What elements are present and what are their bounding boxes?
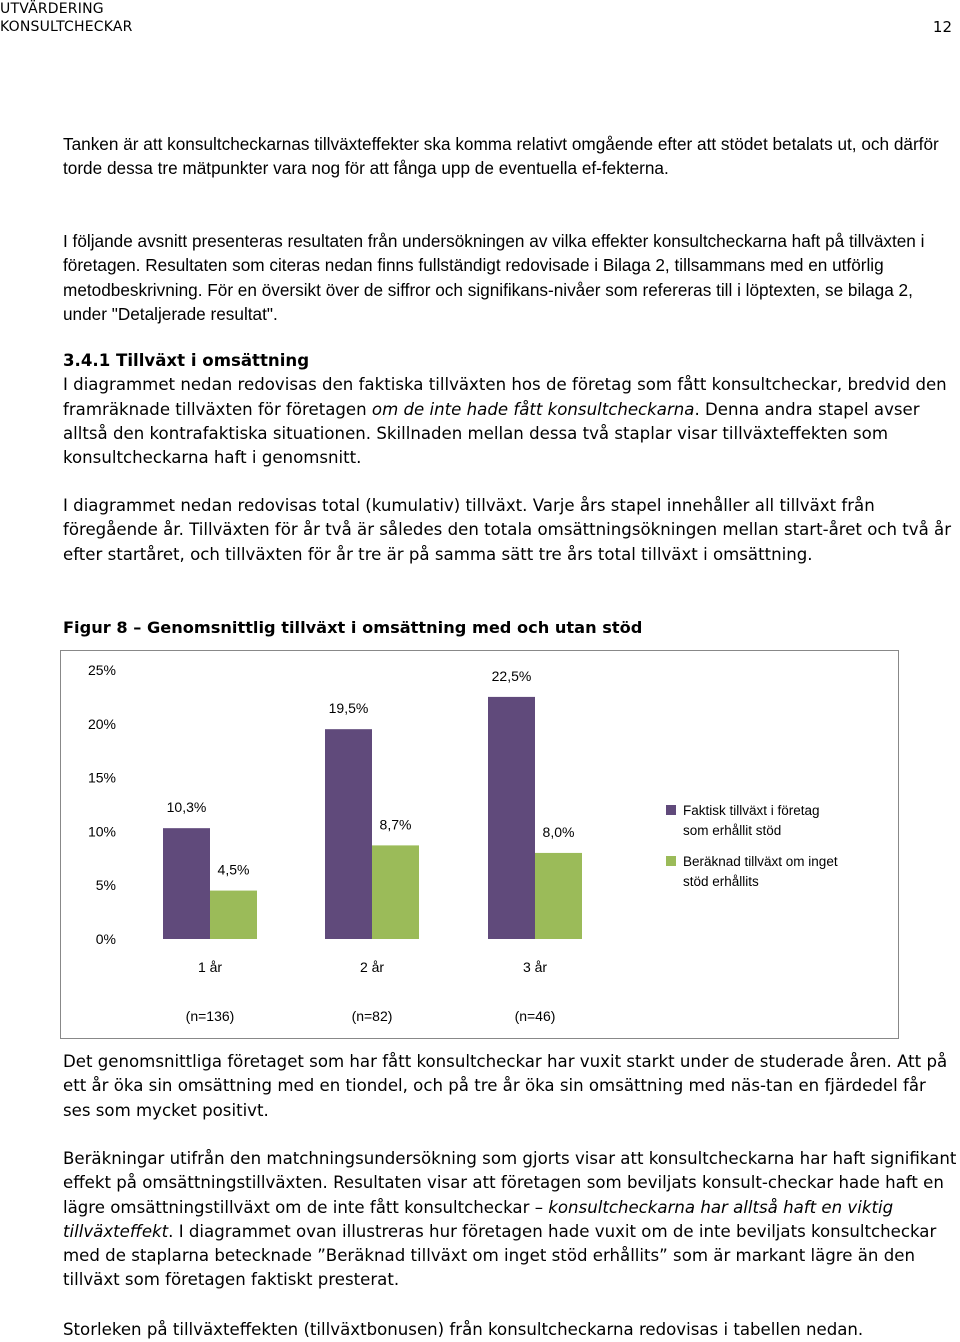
paragraph-results-intro <box>63 229 958 326</box>
paragraph-diagram-explanation: I diagrammet nedan redovisas den faktiska tillväxten hos de företag som fått konsultcheckar, bredvid den framräknade tillväxten för företagen om de inte hade fått konsultcheckarna. Denna andra stapel avser alltså den kontrafaktiska situationen. Skillnaden mellan dessa två staplar visar tillväxteffekten som konsultcheckarna haft i genomsnitt. <box>63 375 947 468</box>
data-label: 4,5% <box>217 861 250 878</box>
bar-faktisk-3 <box>488 697 535 939</box>
paragraph-intro: Tanken är att konsultcheckarnas tillväxteffekter ska komma relativt omgående efter att stödet betalats ut, och därför torde dessa tre mätpunkter vara nog för att fånga upp de eventuella ef-fekterna. <box>63 134 939 179</box>
bar-beraknad-3 <box>535 853 582 939</box>
x-category-note: (n=46) <box>514 1008 556 1024</box>
y-tick-label: 10% <box>87 823 116 840</box>
x-category-note: (n=82) <box>351 1008 393 1024</box>
legend-label: Faktisk tillväxt i företag <box>683 803 820 818</box>
y-tick-label: 0% <box>95 931 116 947</box>
x-tick-label: 1 år <box>197 959 223 975</box>
growth-bar-chart <box>60 650 900 1040</box>
figure-title: Figur 8 – Genomsnittlig tillväxt i omsättning med och utan stöd <box>63 618 643 637</box>
bar-faktisk-2 <box>325 729 372 939</box>
text-run: I följande avsnitt presenteras resultaten från undersökningen av vilka effekter konsultcheckarna haft på tillväxten i företagen. <box>63 231 925 276</box>
page-number: 12 <box>932 18 952 36</box>
paragraph-summary: Det genomsnittliga företaget som har fått konsultcheckar har vuxit starkt under de studerade åren. Att på ett år öka sin omsättning med en tiondel, och på tre år öka sin omsättning med näs-tan en fjärdedel får ses som mycket positivt. <box>63 1052 948 1120</box>
legend <box>666 803 838 889</box>
y-tick-label: 25% <box>87 662 116 678</box>
data-label: 22,5% <box>491 667 532 684</box>
bar-beraknad-1 <box>210 891 257 939</box>
paragraph-cumulative: I diagrammet nedan redovisas total (kumulativ) tillväxt. Varje års stapel innehåller all tillväxt från föregående år. Tillväxten för år två är således den totala omsättningsökningen mellan start-året och två år efter startåret, och tillväxten för år tre är på samma sätt tre års total tillväxt i omsättning. <box>63 496 952 564</box>
bar-faktisk-1 <box>163 828 210 939</box>
legend-swatch <box>666 856 676 866</box>
paragraph-table-intro: Storleken på tillväxteffekten (tillväxtbonusen) från konsultcheckarna redovisas i tabellen nedan. <box>63 1320 864 1339</box>
legend-label: Beräknad tillväxt om inget <box>683 854 838 869</box>
y-tick-label: 5% <box>95 877 116 894</box>
bar-beraknad-2 <box>372 845 419 939</box>
legend-label: som erhållit stöd <box>683 823 782 838</box>
x-category-note: (n=136) <box>185 1008 235 1024</box>
bars <box>163 697 582 939</box>
legend-swatch <box>666 805 676 815</box>
data-label: 10,3% <box>166 799 207 816</box>
section-heading: 3.4.1 Tillväxt i omsättning <box>63 351 310 370</box>
data-label: 8,0% <box>542 823 575 840</box>
x-axis <box>186 959 556 1024</box>
data-label: 8,7% <box>379 816 412 833</box>
x-tick-label: 2 år <box>359 959 385 975</box>
y-axis <box>88 662 116 947</box>
y-tick-label: 20% <box>87 715 116 732</box>
x-tick-label: 3 år <box>522 959 548 975</box>
header-report-title: UTVÄRDERING <box>0 1 104 17</box>
text-run: Resultaten som citeras nedan finns fullständigt redovisade i Bilaga 2, tillsammans med en utförlig metodbeskrivning. För en översikt över de siffror och signifikans-nivåer som refereras till i löptexten, se bilaga 2, under "Detaljerade resultat". <box>63 255 913 324</box>
data-label: 19,5% <box>328 700 369 717</box>
section-3-4-1 <box>63 349 958 470</box>
header-report-subtitle: KONSULTCHECKAR <box>0 19 133 35</box>
paragraph-matching: Beräkningar utifrån den matchningsundersökning som gjorts visar att konsultcheckarna har haft signifikant effekt på omsättningstillväxten. Resultaten visar att företagen som beviljats konsult-checkar hade haft en lägre omsättningstillväxt om de inte fått konsultcheckar – konsultcheckarna har alltså haft en viktig tillväxteffekt. I diagrammet ovan illustreras hur företagen hade vuxit om de inte beviljats konsultcheckar med de staplarna betecknade ”Beräknad tillväxt om inget stöd erhållits” som är markant lägre än den tillväxt som företagen faktiskt presterat. <box>63 1149 957 1290</box>
y-tick-label: 15% <box>87 769 116 786</box>
legend-label: stöd erhållits <box>683 874 759 889</box>
